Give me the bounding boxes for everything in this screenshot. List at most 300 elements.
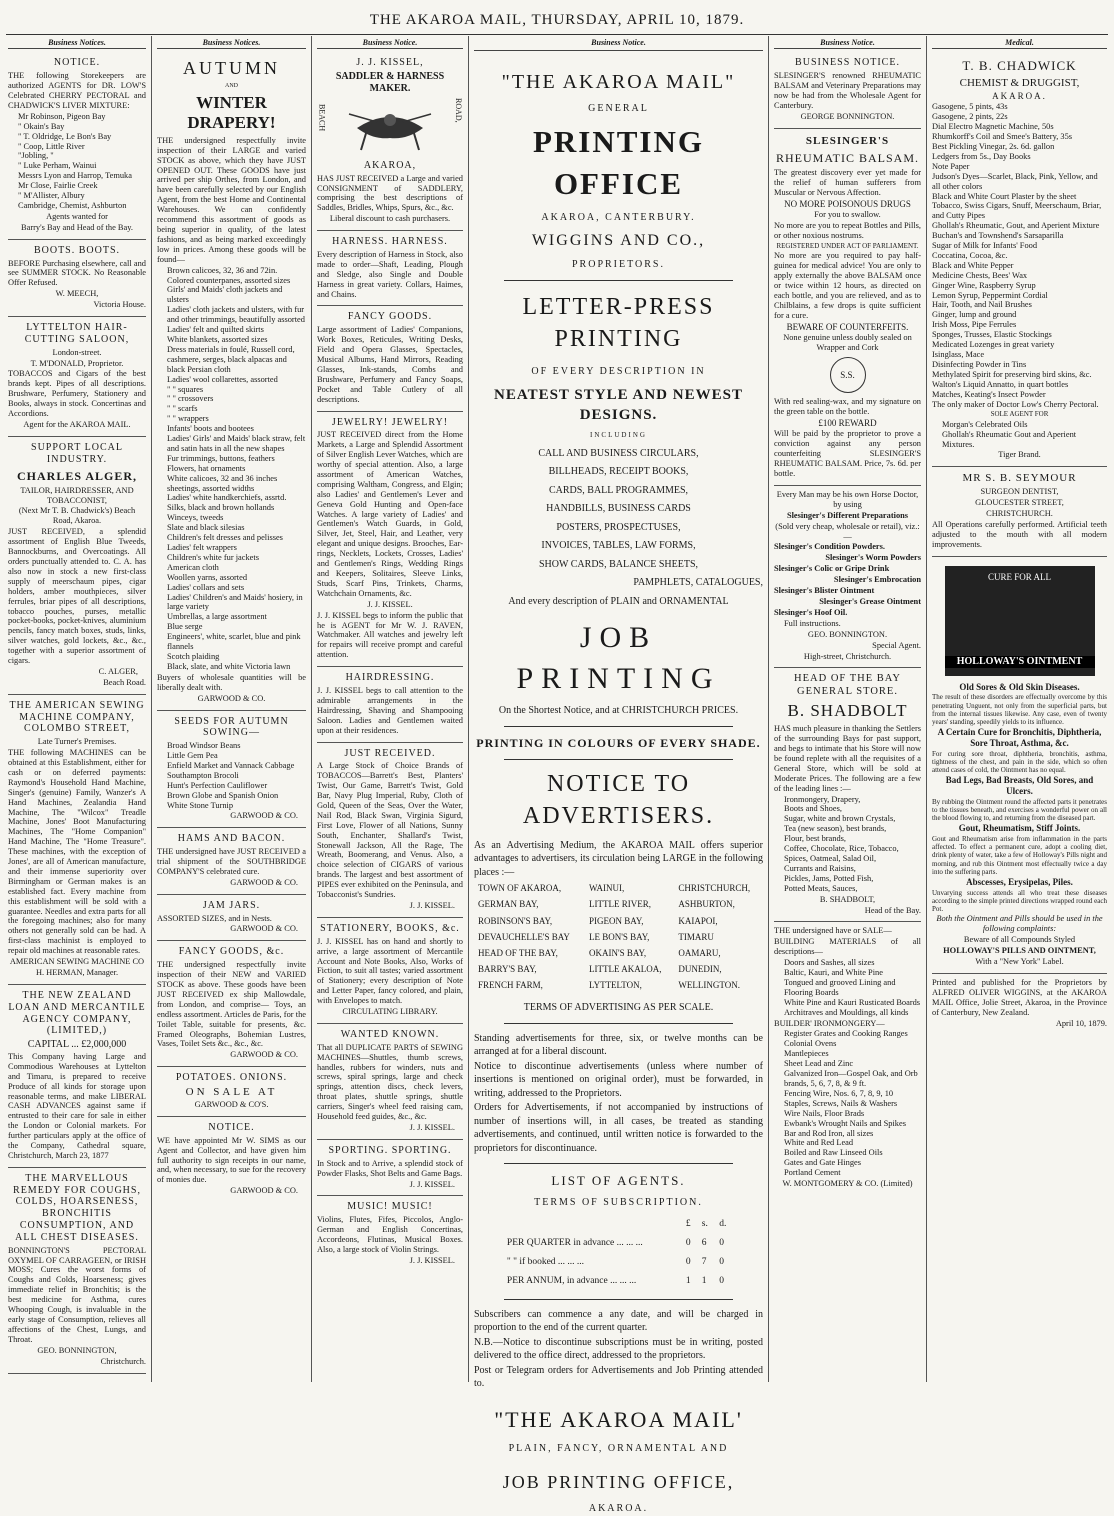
ad-side-label: BEACH bbox=[317, 103, 327, 131]
list-item: Broad Windsor Beans bbox=[167, 741, 241, 751]
notice-ad bbox=[157, 1117, 306, 1202]
ad-line: AKAROA, CANTERBURY. bbox=[541, 211, 696, 223]
agent-line: " Okain's Bay bbox=[18, 121, 65, 131]
ad-line: Agent for the AKAROA MAIL. bbox=[23, 420, 131, 429]
ad-signature: H. HERMAN, Manager. bbox=[35, 968, 119, 978]
jewelry-ad bbox=[317, 412, 463, 668]
ad-body: JUST RECEIVED direct from the Home Markets, a Large and Splendid Assortment of Silver English Lever Watches, which are worthy of special attention. Also, a large assortment of American Watches, comprising Waltham, Congress, and Elgin; also Ladies' and Gentlemen's Lever and Geneva Gold Hunting and Open-face Watches. A large variety of Ladies' and Gentlemen's Watch Guards, in Gold, Silver, Jet, Steel, Hair, and Leather, very elegant and unique designs. Brooches, Ear-rings, Necklets, Lockets, Crosses, Ladies' and Gentlemen's Rings, Wedding Rings and Keepers, Solitaires, Sleeve Links, Studs, Scarf Pins, Trinkets, Charms, Watchchain Ornaments, &c. bbox=[317, 430, 463, 598]
list-item: Ghollah's Rheumatic Gout and Aperient Mixtures. bbox=[942, 429, 1077, 449]
list-item: Methylated Spirit for preserving bird skins, &c. bbox=[932, 369, 1092, 379]
ad-body: The greatest discovery ever yet made for the relief of human sufferers from Muscular or Nervous Affection. bbox=[774, 167, 921, 197]
ad-signature: GARWOOD & CO. bbox=[230, 877, 298, 887]
divider bbox=[504, 726, 733, 727]
ad-title: PRINTING OFFICE bbox=[532, 124, 704, 202]
ad-title: SADDLER & HARNESS MAKER. bbox=[335, 71, 445, 95]
ad-signature: J. J. KISSEL. bbox=[409, 1179, 455, 1189]
ad-title: Bad Legs, Bad Breasts, Old Sores, and Ulcers. bbox=[945, 775, 1094, 796]
ad-body: Subscribers can commence a any date, and will be charged in proportion to the end of the current quarter. bbox=[474, 1308, 763, 1334]
list-item: Ghollah's Rheumatic, Gout, and Aperient Mixture bbox=[932, 221, 1100, 231]
ad-body: THE undersigned respectfully invite inspection of their LARGE and varied STOCK as above, which they have JUST OPENED OUT. These GOODS have just arrived per ship Orthes, from London, and have been carefully selected by our English Agent, from the best Home and Continental Warehouses. We can confidently recommend this assortment of goods as being superior in quality, of the latest fashions, and as being marked exceedingly low in prices. Among these goods will be found— bbox=[157, 135, 306, 264]
ad-signature: GEO. BONNINGTON. bbox=[807, 629, 888, 639]
table-row bbox=[503, 1272, 734, 1291]
agent-line: " Coop, Little River bbox=[18, 141, 85, 151]
list-item: Black and White Pepper bbox=[932, 260, 1014, 270]
ad-line: CAPITAL ... £2,000,000 bbox=[27, 1039, 127, 1051]
list-item: Boots and Shoes, bbox=[784, 804, 842, 814]
ad-line: Every Man may be his own Horse Doctor, by using bbox=[776, 489, 919, 509]
ad-signature: Victoria House. bbox=[93, 300, 146, 310]
table-cell: DUNEDIN, bbox=[678, 963, 722, 974]
table-cell: 0 bbox=[719, 1238, 725, 1249]
list-item: Tongued and grooved Lining and Flooring Boards bbox=[784, 977, 896, 997]
ad-body: Buyers of wholesale quantities will be liberally dealt with. bbox=[157, 672, 306, 692]
ad-body: Unvarying success attends all who treat these diseases according to the simple printed directions wrapped round each Pot. bbox=[932, 888, 1107, 914]
ad-line: With a "New York" Label. bbox=[975, 957, 1064, 967]
ad-body: This Company having Large and Commodious Warehouses at Lyttelton and Timaru, is prepared to receive Produce of all kinds for storage upon reasonable terms, and make LIBERAL CASH ADVANCES against same if entrusted to their care for sale in either the London or Colonial markets. For further particulars apply at the office of the Company, Cathedral square, Christchurch, March 23, 1877 bbox=[8, 1051, 146, 1160]
emblem-label: CURE FOR ALL bbox=[987, 571, 1051, 582]
list-item: Tiger Brand. bbox=[998, 450, 1041, 460]
table-cell: LITTLE AKALOA, bbox=[588, 963, 662, 974]
ad-body: Standing advertisements for three, six, or twelve months can be arranged at for a liberal discount. bbox=[474, 1032, 763, 1058]
list-item: Gasogene, 5 pints, 43s bbox=[932, 102, 1008, 112]
ad-line: T. M'DONALD, Proprietor. bbox=[30, 358, 124, 368]
table-cell: TIMARU bbox=[678, 931, 714, 942]
notice-ad bbox=[8, 52, 146, 239]
ad-signature: High-street, Christchurch. bbox=[803, 651, 892, 661]
ad-line: Agents wanted for bbox=[46, 211, 108, 221]
list-item: Scotch plaiding bbox=[167, 651, 220, 661]
ad-signature: C. ALGER, bbox=[98, 666, 138, 676]
ad-line: TERMS OF SUBSCRIPTION. bbox=[534, 1196, 703, 1208]
ad-signature: Special Agent. bbox=[872, 640, 921, 650]
ad-title: SEEDS FOR AUTUMN SOWING— bbox=[174, 715, 289, 739]
ad-body: J. J. KISSEL has on hand and shortly to arrive, a large assortment of Mercantile Account and Note Books, Also, Works of Fiction, to suit all tastes; varied assortment of Stationery; every description of Note and Letter Paper, fancy colored, and plain, with Envelopes to match. bbox=[317, 936, 463, 1006]
ad-line: AND bbox=[225, 82, 238, 89]
ad-body: Violins, Flutes, Fifes, Piccolos, Anglo-German and English Concertinas, Accordeons, Flutinas, Musical Boxes. Also, a large stock of Violin Strings. bbox=[317, 1215, 463, 1254]
sewing-ad bbox=[8, 695, 146, 985]
list-item: Enfield Market and Vannack Cabbage bbox=[167, 760, 295, 770]
list-item: Engineers', white, scarlet, blue and pink flannels bbox=[167, 632, 301, 652]
ad-signature: GARWOOD & CO. bbox=[230, 1050, 298, 1060]
list-item: Ironmongery, Drapery, bbox=[784, 794, 861, 804]
ad-signature: W. MEECH, bbox=[55, 289, 99, 299]
slesinger-ad bbox=[774, 52, 921, 128]
ad-body: No more are you to repeat Bottles and Pills, or other noxious nostrums. bbox=[774, 221, 921, 241]
list-item: Ginger, lump and ground bbox=[932, 310, 1017, 320]
ad-title: THE MARVELLOUS REMEDY FOR COUGHS, COLDS, HOARSENESS, BRONCHITIS CONSUMPTION, AND ALL CHEST DISEASES. bbox=[13, 1172, 141, 1243]
ad-title: AUTUMN bbox=[183, 58, 280, 79]
ad-signature: Christchurch. bbox=[100, 1356, 146, 1366]
list-item: Sponges, Trusses, Elastic Stockings bbox=[932, 330, 1052, 340]
list-item: White and Red Lead bbox=[784, 1138, 854, 1148]
ad-body: ASSORTED SIZES, and in Nests. bbox=[157, 913, 272, 923]
ad-line: REGISTERED UNDER ACT OF PARLIAMENT. bbox=[776, 241, 919, 250]
ad-title: NOTICE. bbox=[53, 57, 101, 69]
list-item: Children's white fur jackets bbox=[167, 552, 259, 562]
list-item: Ladies' collars and sets bbox=[167, 582, 245, 592]
ad-signature: J. J. KISSEL. bbox=[409, 1255, 455, 1265]
ad-line: PLAIN, FANCY, ORNAMENTAL AND bbox=[508, 1443, 729, 1455]
imprint-date: April 10, 1879. bbox=[1055, 1018, 1107, 1028]
balsam-ad bbox=[774, 129, 921, 486]
list-item: Ginger Wine, Raspberry Syrup bbox=[932, 280, 1036, 290]
list-item: Tea (new season), best brands, bbox=[784, 824, 887, 834]
hams-ad bbox=[157, 828, 306, 894]
list-item: Best Pickling Vinegar, 2s. 6d. gallon bbox=[932, 141, 1055, 151]
table-cell: 0 bbox=[719, 1256, 725, 1267]
ad-signature: AMERICAN SEWING MACHINE CO bbox=[9, 957, 145, 967]
ad-line: BEWARE OF COUNTERFEITS. bbox=[786, 321, 909, 332]
ad-line: CHRISTCHURCH. bbox=[986, 509, 1053, 519]
ad-title: LIST OF AGENTS. bbox=[551, 1173, 686, 1189]
list-item: Blue serge bbox=[167, 622, 203, 632]
agent-line: " M'Allister, Albury bbox=[18, 191, 85, 201]
ad-line: NO MORE POISONOUS DRUGS bbox=[784, 198, 911, 209]
column-rule bbox=[468, 36, 469, 1382]
ad-title: BOOTS. BOOTS. bbox=[33, 244, 121, 256]
table-cell: 0 bbox=[719, 1275, 725, 1286]
column-rule bbox=[151, 36, 152, 1382]
list-item: Ladies' felt and quilted skirts bbox=[167, 325, 264, 335]
ad-title: "THE AKAROA MAIL' bbox=[494, 1406, 743, 1432]
wanted-ad bbox=[317, 1024, 463, 1140]
list-item: Staples, Screws, Nails & Washers bbox=[784, 1098, 898, 1108]
table-cell: PER ANNUM, in advance ... ... ... bbox=[506, 1275, 637, 1286]
ad-title: A Certain Cure for Bronchitis, Diphtheria, Sore Throat, Asthma, &c. bbox=[937, 727, 1102, 748]
table-row bbox=[503, 1234, 734, 1253]
column-6 bbox=[932, 38, 1107, 1384]
ad-body: J. J. KISSEL begs to inform the public that he is AGENT for Mr W. J. RAVEN, Watchmaker. All watches and jewelry left for repairs will receive prompt and careful attention. bbox=[317, 610, 463, 660]
ad-name: CHARLES ALGER, bbox=[16, 468, 138, 483]
ad-title: JOB PRINTING bbox=[516, 621, 721, 695]
ad-body: Every description of Harness in Stock, also made to order—Shaft, Leading, Plough and Sledge, also Single and Double Harness in great variety. Collars, Haimes, and Chains. bbox=[317, 249, 463, 299]
ad-line: London-street. bbox=[52, 347, 102, 357]
ad-body: Large assortment of Ladies' Companions, Work Boxes, Reticules, Writing Desks, Field and Opera Glasses, Spectacles, Musical Albums, Hand Mirrors, Reading Glasses, Ink-stands, Combs and Brushware, Perfumery and Fancy Soaps, Pocket and Table Cutlery of all descriptions. bbox=[317, 325, 463, 404]
list-item: Ewbank's Wrought Nails and Spikes bbox=[784, 1118, 906, 1128]
ad-signature: Beach Road. bbox=[103, 677, 146, 687]
table-row bbox=[503, 1253, 734, 1272]
ad-line: Full instructions. bbox=[784, 618, 841, 628]
building-materials-ad bbox=[774, 922, 921, 1195]
ad-body: THE following MACHINES can be obtained at this Establishment, either for cash or on deferred payments: Raymond's Household Hand Machine, Singer's (genuine) Family, Wanzer's A Hand Machines, Zealandia Hand Machine, The "Wilcox" Treadle Machine, Jones' Boot Manufacturing Machines, The "Home Companion" Hand Machine, The "Home Treasure". These machines, with the exception of Jones', are all of American manufacture, and their immense superiority over Birmingham or German makes is an established fact. Every machine from this establishment will be sold with a guarantee. Needles and extra parts for all the foregoing machines; also for many others not generally sold can be had. A first-class machinist is employed to repair old machines at reasonable rates. bbox=[8, 748, 146, 956]
subscription-table bbox=[503, 1215, 734, 1290]
list-item: Sugar of Milk for Infants' Food bbox=[932, 241, 1038, 251]
list-item: Morgan's Celebrated Oils bbox=[942, 419, 1028, 429]
ad-line: AKAROA, bbox=[363, 159, 417, 171]
list-item: Girls' and Maids' cloth jackets and ulsters bbox=[167, 285, 283, 305]
ad-line: GLOUCESTER STREET, bbox=[975, 498, 1064, 508]
ad-title: LETTER-PRESS PRINTING bbox=[522, 293, 715, 352]
list-item: Gasogene, 2 pints, 22s bbox=[932, 112, 1008, 122]
imprint bbox=[932, 974, 1107, 1035]
horse-doctor-ad bbox=[774, 486, 921, 669]
ad-line: On the Shortest Notice, and at CHRISTCHURCH PRICES. bbox=[498, 705, 739, 717]
list-item: Black, slate, and white Victoria lawn bbox=[167, 661, 291, 671]
ad-title: LYTTELTON HAIR-CUTTING SALOON, bbox=[24, 322, 130, 345]
ad-body: HAS JUST RECEIVED a Large and varied CONSIGNMENT of SADDLERY, comprising the best descriptions of Saddles, Bridles, Whips, Spurs, &c., &c. bbox=[317, 173, 463, 213]
column-header: Business Notice. bbox=[317, 38, 463, 49]
ad-body: THE undersigned respectfully invite inspection of their NEW and VARIED STOCK as above. These goods have been JUST RECEIVED ex ship Mallowdale, from London, and comprise— Toys, an endless assortment. Articles de Paris, for the Toilet Table, suitable for presents, &c. Framed Oleographs, Bohemian Lustres, Vases, Toilet Sets &c., &c., &c. bbox=[157, 960, 306, 1049]
list-item: HANDBILLS, BUSINESS CARDS bbox=[546, 503, 691, 515]
fancy-goods-ad bbox=[157, 941, 306, 1067]
table-cell: LE BON'S BAY, bbox=[588, 931, 650, 942]
list-item: Boiled and Raw Linseed Oils bbox=[784, 1148, 883, 1158]
table-cell: PER QUARTER in advance ... ... ... bbox=[506, 1238, 643, 1249]
list-item: " " squares bbox=[167, 384, 204, 394]
divider bbox=[504, 280, 733, 281]
ad-line: (Sold very cheap, wholesale or retail), viz.:— bbox=[775, 521, 920, 541]
ad-title: JOB PRINTING OFFICE, bbox=[502, 1471, 735, 1492]
list-item: Portland Cement bbox=[784, 1168, 841, 1178]
ad-body: All Operations carefully performed. Artificial teeth adjusted to the mouth with all modern improvements. bbox=[932, 520, 1107, 549]
table-cell: WAINUI, bbox=[588, 883, 625, 894]
list-item: Fur trimmings, buttons, feathers bbox=[167, 453, 275, 463]
ad-signature: GARWOOD & CO. bbox=[230, 1186, 298, 1196]
lyttelton-ad bbox=[8, 317, 146, 437]
ad-line: SOLE AGENT FOR bbox=[990, 410, 1049, 419]
ad-title: HOLLOWAY'S PILLS AND OINTMENT, bbox=[943, 946, 1096, 956]
ad-title: POTATOES. ONIONS. bbox=[175, 1072, 288, 1084]
list-item: SHOW CARDS, BALANCE SHEETS, bbox=[539, 558, 698, 570]
ad-title: BUILDING MATERIALS of all descriptions— bbox=[774, 937, 921, 957]
ad-title: Old Sores & Old Skin Diseases. bbox=[959, 681, 1080, 692]
column-rule bbox=[311, 36, 312, 1382]
ad-title: NOTICE TO ADVERTISERS. bbox=[522, 770, 715, 830]
ad-line: INCLUDING bbox=[590, 431, 647, 440]
list-item: Baltic, Kauri, and White Pine bbox=[784, 968, 883, 978]
ad-body: BONNINGTON'S PECTORAL OXYMEL OF CARRAGEEN, or IRISH MOSS; Cures the worst forms of Coughs and Colds, Hoarseness; gives immediate relief in Bronchitis; is the best medicine for Asthma, cures Whooping Cough, is invaluable in the early stage of Consumption, relieves all affections of the Chest, Lungs, and Throat. bbox=[8, 1245, 146, 1344]
ad-line: AKAROA. bbox=[992, 90, 1047, 101]
dentist-ad bbox=[932, 467, 1107, 556]
list-item: " " scarfs bbox=[167, 404, 198, 414]
ad-body: BEFORE Purchasing elsewhere, call and see SUMMER STOCK. No Reasonable Offer Refused. bbox=[8, 258, 146, 288]
ad-title: BUILDER' IRONMONGERY— bbox=[774, 1018, 885, 1028]
list-item: Slate and black silesias bbox=[167, 523, 245, 533]
table-cell: ASHBURTON, bbox=[678, 899, 735, 910]
remedy-ad bbox=[8, 1168, 146, 1374]
table-cell: FRENCH FARM, bbox=[478, 980, 543, 991]
ad-signature: J. J. KISSEL. bbox=[367, 599, 413, 609]
shadbolt-ad bbox=[774, 668, 921, 922]
list-item: Architraves and Mouldings, all kinds bbox=[784, 1007, 909, 1017]
table-header bbox=[503, 1215, 682, 1234]
list-item: Mantlepieces bbox=[784, 1049, 829, 1059]
ad-title: HEAD OF THE BAY GENERAL STORE. bbox=[794, 673, 901, 697]
list-item: Bar and Rod Iron, all sizes bbox=[784, 1128, 874, 1138]
list-item: Potted Meats, Sauces, bbox=[784, 883, 858, 893]
ad-line: PROPRIETORS. bbox=[571, 259, 665, 271]
table-cell: GERMAN BAY, bbox=[478, 899, 539, 910]
table-cell: 6 bbox=[701, 1238, 707, 1249]
ad-body: HAS much pleasure in thanking the Settlers of the surrounding Bays for past support, and begs to intimate that his Store will now be found replete with all the requisites of a General Store, which will be sold at Moderate Prices. The following are a few of the leading lines :— bbox=[774, 724, 922, 793]
ad-line: Beware of all Compounds Styled bbox=[963, 935, 1076, 945]
list-item: CALL AND BUSINESS CIRCULARS, bbox=[538, 447, 699, 459]
ad-body: WE have appointed Mr W. SIMS as our Agent and Collector, and have given him full authority to sign receipts in our name, and, when necessary, to sue for the recovery of monies due. bbox=[157, 1135, 306, 1185]
list-item: Brown Globe and Spanish Onion bbox=[167, 790, 279, 800]
column-header: Business Notices. bbox=[157, 38, 306, 49]
list-item: Rhumkorff's Coil and Smee's Battery, 35s bbox=[932, 132, 1073, 142]
ad-name: MR S. B. SEYMOUR bbox=[962, 472, 1077, 485]
list-item: Note Paper bbox=[932, 161, 970, 171]
table-cell: 7 bbox=[701, 1256, 707, 1267]
ad-body: J. J. KISSEL begs to call attention to the admirable arrangements in the Hairdressing, Shaving and Shampooing Saloon. Ladies and Gentlemen waited upon at their residences. bbox=[317, 685, 463, 735]
kissel-saddler-ad bbox=[317, 52, 463, 231]
list-item: Children's felt dresses and pelisses bbox=[167, 533, 283, 543]
ad-title: SPORTING. SPORTING. bbox=[328, 1144, 452, 1156]
ad-body: As an Advertising Medium, the AKAROA MAIL offers superior advantages to advertisers, its circulation being LARGE in the following places :— bbox=[474, 839, 763, 878]
table-cell: KAIAPOI, bbox=[678, 915, 718, 926]
ad-body: THE undersigned have JUST RECEIVED a trial shipment of the SOUTHBRIDGE COMPANY'S celebrated cure. bbox=[157, 847, 306, 876]
ad-signature: GEO. BONNINGTON, bbox=[37, 1345, 117, 1355]
music-ad bbox=[317, 1196, 463, 1271]
ad-title: STATIONERY, BOOKS, &c. bbox=[320, 922, 460, 934]
table-header: £ bbox=[685, 1219, 691, 1230]
list-item: Flour, best brands, bbox=[784, 834, 847, 844]
ad-body: For curing sore throat, diphtheria, bronchitis, asthma, tightness of the chest, and pain in the side, which so often attend cases of cold, the Ointment has no equal. bbox=[932, 749, 1107, 775]
agent-line: Messrs Lyon and Harrop, Temuka bbox=[18, 171, 132, 181]
ad-signature: B. SHADBOLT, bbox=[819, 894, 876, 904]
list-item: Matches, Keating's Insect Powder bbox=[932, 389, 1046, 399]
agent-line: "Jobling, " bbox=[18, 151, 54, 161]
table-row bbox=[474, 929, 763, 945]
list-item: Pickles, Jams, Potted Fish, bbox=[784, 873, 874, 883]
list-item: Walton's Liquid Annatto, in quart bottles bbox=[932, 379, 1069, 389]
list-item: Hair, Tooth, and Nail Brushes bbox=[932, 300, 1032, 310]
table-cell: TOWN OF AKAROA, bbox=[478, 883, 562, 894]
table-header: s. bbox=[701, 1219, 708, 1230]
column-2 bbox=[157, 38, 306, 1384]
tobacco-ad bbox=[317, 743, 463, 918]
list-item: Southampton Brocoli bbox=[167, 770, 239, 780]
list-item: Brown calicoes, 32, 36 and 72in. bbox=[167, 265, 278, 275]
list-item: Currants and Raisins, bbox=[784, 863, 856, 873]
column-header: Business Notice. bbox=[474, 38, 763, 51]
list-item: Ladies' wool collarettes, assorted bbox=[167, 374, 278, 384]
ad-signature: GARWOOD & CO. bbox=[230, 811, 298, 821]
list-item: Dress materials in foulé, Russell cord, cashmere, serges, black alpacas and black Persian cloth bbox=[167, 344, 295, 374]
ad-body: That all DUPLICATE PARTS of SEWING MACHINES—Shuttles, thumb screws, handles, rubbers for winders, nuts and screws, spiral springs, large and check springs, attention discs, check levers, throat plates, shuttle springs, shuttle carriers, Singer's wheel feed raising cam, Household feed guides, &c., &c. bbox=[317, 1042, 463, 1122]
column-header: Medical. bbox=[932, 38, 1107, 49]
ad-title: MUSIC! MUSIC! bbox=[347, 1201, 433, 1213]
column-5 bbox=[774, 38, 921, 1384]
ad-title: HAIRDRESSING. bbox=[345, 672, 435, 684]
list-item: BILLHEADS, RECEIPT BOOKS, bbox=[548, 466, 689, 478]
ad-name: B. SHADBOLT bbox=[787, 701, 908, 721]
list-item: Black and White Court Plaster by the sheet bbox=[932, 191, 1077, 201]
alger-ad bbox=[8, 437, 146, 695]
towns-table bbox=[474, 880, 763, 993]
holloway-ad bbox=[932, 557, 1107, 974]
ad-body: THE undersigned have or SALE— bbox=[774, 926, 892, 936]
list-item: Wire Nails, Floor Brads bbox=[784, 1108, 865, 1118]
column-header: Business Notices. bbox=[8, 38, 146, 49]
list-item: American cloth bbox=[167, 562, 219, 572]
seeds-ad bbox=[157, 711, 306, 829]
agent-line: Mr Robinson, Pigeon Bay bbox=[18, 111, 106, 121]
list-item: " " wrappers bbox=[167, 414, 209, 424]
stationery-ad bbox=[317, 918, 463, 1024]
ad-line: £100 REWARD bbox=[818, 417, 877, 428]
ad-body: None genuine unless doubly sealed on Wrapper and Cork bbox=[783, 333, 912, 353]
ad-signature: W. MONTGOMERY & CO. (Limited) bbox=[782, 1179, 913, 1189]
list-item: Spices, Oatmeal, Salad Oil, bbox=[784, 853, 877, 863]
table-cell: 0 bbox=[685, 1256, 691, 1267]
ad-body: ON SALE AT bbox=[185, 1086, 278, 1099]
ad-title: CHEMIST & DRUGGIST, bbox=[959, 76, 1080, 89]
table-row bbox=[474, 896, 763, 912]
saddle-icon bbox=[347, 100, 433, 154]
list-item: Isinglass, Mace bbox=[932, 350, 985, 359]
table-row bbox=[474, 945, 763, 961]
hairdressing-ad bbox=[317, 667, 463, 742]
ad-body: TOBACCOS and Cigars of the best brands kept. Pipes of all descriptions. Brushware, Perfumery, Stationery and Books, always in stock. Concertinas and Accordions. bbox=[8, 369, 146, 419]
ad-body: SLESINGER'S renowned RHEUMATIC BALSAM and Veterinary Preparations may now be had from the Wholesale Agent for Canterbury. bbox=[774, 71, 921, 110]
ad-title: WINTER DRAPERY! bbox=[187, 92, 276, 132]
jam-ad bbox=[157, 895, 306, 942]
ad-title: HARNESS. HARNESS. bbox=[332, 236, 448, 248]
list-item: Silks, black and brown hollands bbox=[167, 503, 275, 513]
table-cell: HEAD OF THE BAY, bbox=[478, 947, 558, 958]
list-item: Sheet Lead and Zinc bbox=[784, 1059, 854, 1069]
divider bbox=[504, 1299, 733, 1300]
ad-title: "THE AKAROA MAIL" bbox=[501, 70, 736, 93]
ad-line: (Next Mr T. B. Chadwick's) Beach Road, Akaroa. bbox=[18, 506, 136, 526]
list-item: Irish Moss, Pipe Ferrules bbox=[932, 320, 1017, 330]
masthead-rule bbox=[6, 34, 1108, 35]
ad-title: Gout, Rheumatism, Stiff Joints. bbox=[958, 823, 1081, 834]
ad-name: T. B. CHADWICK bbox=[962, 58, 1077, 74]
list-item: Ladies' cloth jackets and ulsters, with fur and other trimmings, beautifully assorted bbox=[167, 305, 305, 325]
list-item: Ledgers from 5s., Day Books bbox=[932, 151, 1031, 161]
table-cell: WELLINGTON. bbox=[678, 980, 740, 991]
ad-line: TERMS OF ADVERTISING AS PER SCALE. bbox=[523, 1002, 714, 1014]
divider bbox=[504, 1163, 733, 1164]
ad-body: Orders for Advertisements, if not accompanied by instructions of number of insertions will, in all cases, be treated as standing advertisements, and continued, until written notice is forwarded to the proprietors for discontinuance. bbox=[474, 1102, 763, 1154]
agent-line: Mr Close, Fairlie Creek bbox=[18, 181, 98, 191]
ad-body: The result of these disorders are effectually overcome by this penetrating Unguent, not only from the superficial parts, but from the internal tissues likewise. Any case, even of twenty years' standing, speedily yields to its influence. bbox=[932, 693, 1107, 727]
list-item: Colonial Ovens bbox=[784, 1039, 837, 1049]
ad-title: JAM JARS. bbox=[202, 899, 261, 911]
list-item: The only maker of Doctor Low's Cherry Pectoral. bbox=[932, 399, 1099, 409]
sporting-ad bbox=[317, 1140, 463, 1197]
drapery-list bbox=[157, 266, 306, 672]
table-cell: 0 bbox=[685, 1238, 691, 1249]
ad-line: AKAROA. bbox=[588, 1503, 649, 1515]
ad-body: Notice to discontinue advertisements (unless where number of insertions is mentioned on original order), must be forwarded, in writing, addressed to the Proprietors. bbox=[474, 1060, 763, 1099]
boots-ad bbox=[8, 240, 146, 317]
ad-title: HAMS AND BACON. bbox=[177, 833, 286, 845]
harness-ad bbox=[317, 231, 463, 306]
ad-line: NEATEST STYLE AND NEWEST DESIGNS. bbox=[494, 386, 743, 424]
printing-office-ad bbox=[474, 38, 763, 1515]
ad-body: In Stock and to Arrive, a splendid stock of Powder Flasks, Shot Belts and Game Bags. bbox=[317, 1158, 463, 1178]
list-item: Coffee, Chocolate, Rice, Tobacco, bbox=[784, 844, 899, 854]
potatoes-ad bbox=[157, 1067, 306, 1117]
ad-title: BUSINESS NOTICE. bbox=[795, 57, 900, 69]
list-item: Ladies' Girls' and Maids' black straw, felt and satin hats in all the new shapes bbox=[167, 434, 306, 453]
agent-line: " Luke Perham, Wainui bbox=[18, 161, 97, 171]
list-item: POSTERS, PROSPECTUSES, bbox=[556, 521, 681, 533]
ad-signature: J. J. KISSEL. bbox=[409, 1122, 455, 1132]
ad-line: PRINTING IN COLOURS OF EVERY SHADE. bbox=[476, 735, 761, 750]
ad-title: RHEUMATIC BALSAM. bbox=[775, 150, 919, 165]
ad-body: With red sealing-wax, and my signature on the green table on the bottle. bbox=[774, 396, 921, 416]
ad-title: JEWELRY! JEWELRY! bbox=[331, 416, 449, 428]
list-item: Slesinger's Hoof Oil. bbox=[774, 607, 848, 617]
list-item: Register Grates and Cooking Ranges bbox=[784, 1029, 908, 1039]
kissel-fancy-ad bbox=[317, 306, 463, 411]
list-item: Hunt's Perfection Cauliflower bbox=[167, 780, 268, 790]
